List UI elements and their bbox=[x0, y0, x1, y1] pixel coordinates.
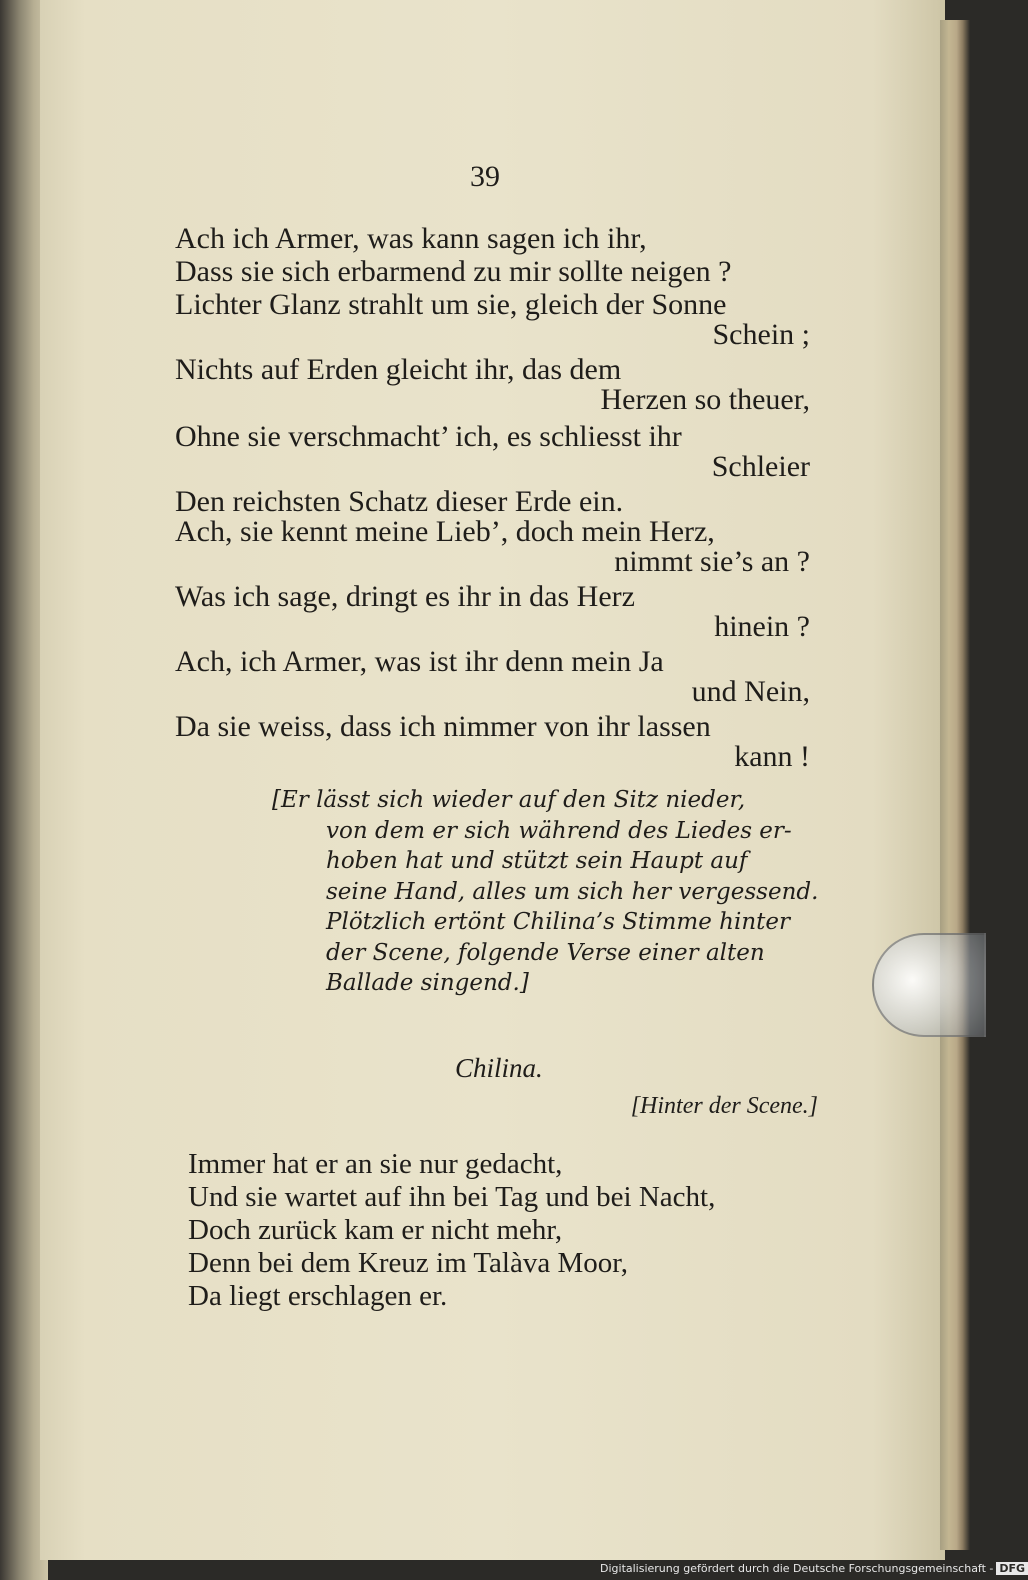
speaker-direction: [Hinter der Scene.] bbox=[630, 1093, 818, 1119]
verse-line: nimmt sie’s an ? bbox=[614, 545, 810, 578]
footer-text: Digitalisierung gefördert durch die Deutsche Forschungsgemeinschaft - bbox=[600, 1562, 994, 1575]
page-clip bbox=[872, 933, 986, 1037]
song-line: Und sie wartet auf ihn bei Tag und bei Nacht, bbox=[188, 1181, 716, 1213]
page-edge bbox=[940, 20, 970, 1550]
stage-direction-line: hoben hat und stützt sein Haupt auf bbox=[326, 848, 748, 874]
stage-direction bbox=[272, 785, 818, 999]
song-line: Doch zurück kam er nicht mehr, bbox=[188, 1214, 563, 1246]
digitization-footer bbox=[600, 1562, 1028, 1575]
verse-line: Schein ; bbox=[712, 318, 810, 351]
stage-direction-line: von dem er sich während des Liedes er- bbox=[326, 817, 792, 844]
stage-direction-line: der Scene, folgende Verse einer alten bbox=[326, 939, 765, 966]
stage-direction-line: [Er lässt sich wieder auf den Sitz nieder, bbox=[272, 787, 746, 813]
song-line: Da liegt erschlagen er. bbox=[188, 1280, 448, 1312]
verse-line: Ach, ich Armer, was ist ihr denn mein Ja bbox=[175, 645, 664, 678]
verse-line: Ohne sie verschmacht’ ich, es schliesst ihr bbox=[175, 420, 682, 453]
dfg-logo: DFG bbox=[996, 1562, 1028, 1575]
verse-line: Dass sie sich erbarmend zu mir sollte neigen ? bbox=[175, 255, 732, 288]
verse-line: Herzen so theuer, bbox=[600, 383, 810, 416]
verse-line: Schleier bbox=[711, 450, 810, 483]
stage-direction-line: seine Hand, alles um sich her vergessend. bbox=[326, 878, 819, 905]
verse-line: und Nein, bbox=[691, 675, 810, 708]
page-number: 39 bbox=[470, 160, 500, 193]
verse-line: Nichts auf Erden gleicht ihr, das dem bbox=[175, 353, 622, 386]
verse-line: Ach, sie kennt meine Lieb’, doch mein Herz, bbox=[175, 515, 715, 548]
verse-line: Was ich sage, dringt es ihr in das Herz bbox=[175, 580, 635, 613]
song-line: Denn bei dem Kreuz im Talàva Moor, bbox=[188, 1247, 628, 1279]
verse-line: Da sie weiss, dass ich nimmer von ihr lassen bbox=[175, 710, 711, 743]
stage-direction-line: Ballade singend.] bbox=[326, 970, 529, 996]
stage-direction-line: Plötzlich ertönt Chilina’s Stimme hinter bbox=[326, 909, 790, 935]
verse-line: Lichter Glanz strahlt um sie, gleich der Sonne bbox=[175, 288, 727, 321]
verse-line: kann ! bbox=[734, 740, 810, 773]
verse-line: Ach ich Armer, was kann sagen ich ihr, bbox=[175, 222, 647, 255]
verse-line: hinein ? bbox=[714, 610, 810, 643]
verse-line: Den reichsten Schatz dieser Erde ein. bbox=[175, 485, 624, 518]
song-line: Immer hat er an sie nur gedacht, bbox=[188, 1148, 563, 1180]
speaker-name: Chilina. bbox=[455, 1053, 543, 1083]
